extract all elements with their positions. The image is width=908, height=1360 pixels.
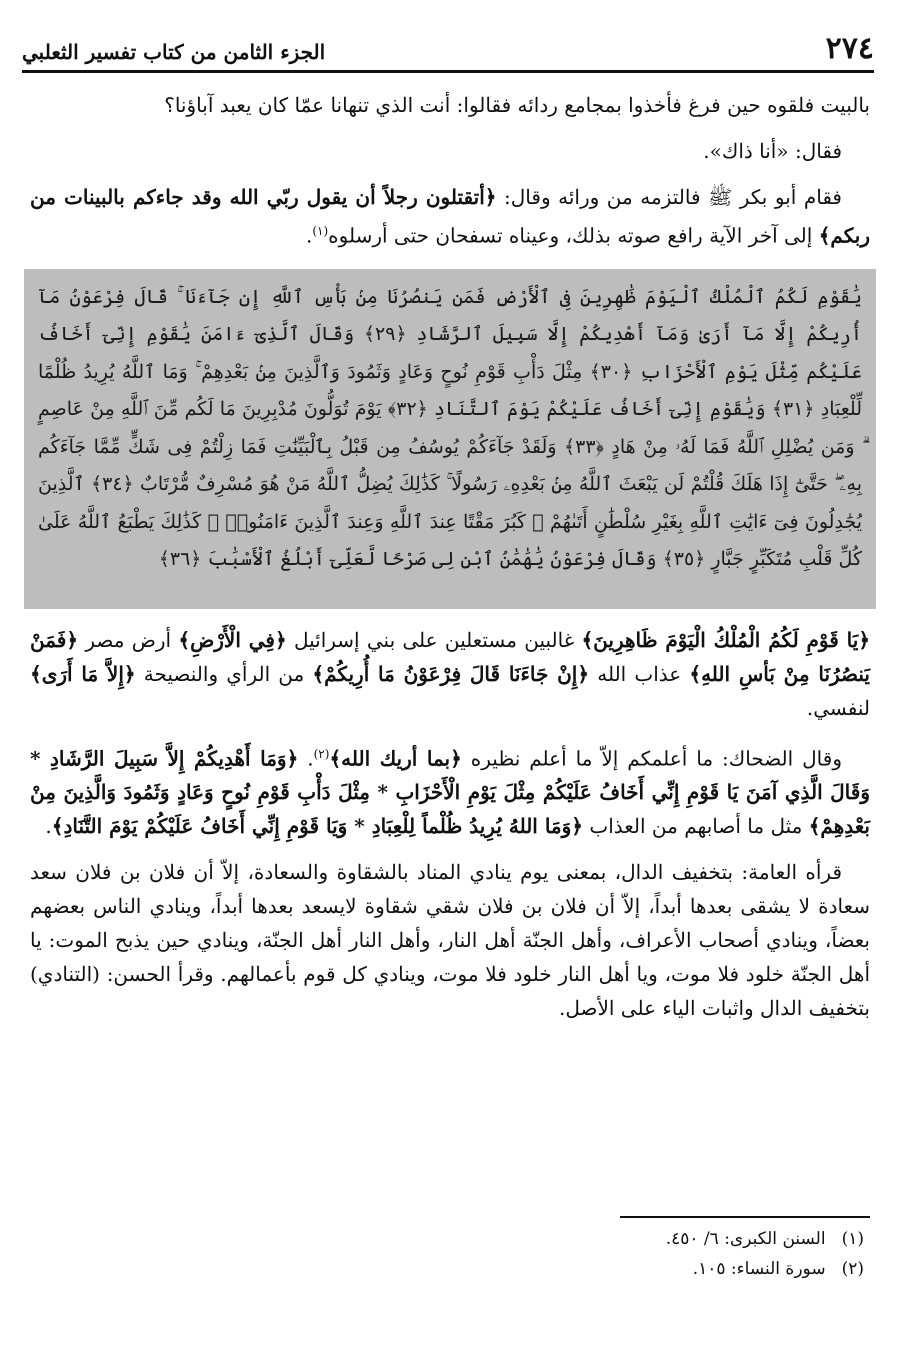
running-title: الجزء الثامن من كتاب تفسير الثعلبي: [22, 40, 326, 64]
paragraph-2: فقال: «أنا ذاك».: [703, 139, 842, 163]
footnote-number: (٢): [841, 1259, 864, 1279]
paragraph-3: [30, 180, 870, 253]
paragraph-3-text-a: فقام أبو بكر ﷺ فالتزمه من ورائه وقال:: [504, 185, 842, 209]
commentary-1: [30, 623, 870, 725]
commentary-3: قرأه العامة: بتخفيف الدال، بمعنى يوم ينادي المناد بالشقاوة والسعادة، إلاّ أن فلان بن فلان سعد سعادة لا يشقى بعدها أبداً، إلاّ أن فلان بن فلان شقي شقاوة لايسعد بعدها أبداً، وينادي الناس بعضهم بعضاً، وينادي أصحاب الأعراف، وأهل الجنّة أهل النار، وأهل النار أهل الجنّة، وينادي حين يذبح الموت: يا أهل الجنّة خلود فلا موت، ويا أهل النار خلود فلا موت، وينادي كل قوم بأعمالهم. وقرأ الحسن: (التنادي) بتخفيف الدال واثبات الياء على الأصل.: [30, 860, 871, 1021]
commentary-1-text-3: عذاب الله: [597, 661, 682, 686]
commentary-1-text-2: أرض مصر: [85, 627, 172, 652]
commentary-1-quote-1: ﴿يَا قَوْمِ لَكُمُ الْمُلْكُ الْيَوْمَ ظَاهِرِينَ﴾: [581, 627, 871, 652]
footnote-item: [30, 1224, 870, 1254]
commentary-2-quote-3: ﴿وَمَا اللهُ يُرِيدُ ظُلْماً لِلْعِبَادِ * وَيَا قَوْمِ إِنِّي أَخَافُ عَلَيْكُمْ يَوْمَ التَّنَادِ﴾: [51, 814, 583, 839]
page-body: [30, 88, 870, 1037]
commentary-1-text-1: غالبين مستعلين على بني إسرائيل: [293, 627, 575, 652]
footnotes: [30, 1216, 870, 1284]
footnote-text: السنن الكبرى: ٦/ ٤٥٠.: [665, 1229, 826, 1249]
commentary-2-text-2: .: [307, 746, 314, 771]
commentary-1-quote-2: ﴿فِي الْأَرْضِ﴾: [178, 627, 287, 652]
footnote-divider: [620, 1216, 870, 1218]
commentary-1-text-5: لنفسي.: [806, 695, 870, 720]
footnote-ref-1: (١): [312, 224, 329, 238]
commentary-2-text-4: .: [45, 814, 52, 839]
footnote-text: سورة النساء: ١٠٥.: [692, 1259, 826, 1279]
footnote-number: (١): [841, 1229, 864, 1249]
paragraph-3-end: .: [305, 223, 313, 248]
quran-verse-block: [24, 269, 876, 609]
quoted-verse: ﴿أتقتلون رجلاً أن يقول ربّي الله وقد جاءكم بالبينات من ربكم﴾: [30, 185, 870, 248]
commentary-2: [30, 737, 870, 844]
paragraph-1: بالبيت فلقوه حين فرغ فأخذوا بمجامع ردائه فقالوا: أنت الذي تنهانا عمّا كان يعبد آباؤنا؟: [164, 93, 870, 117]
page-header: [22, 26, 874, 73]
commentary-2-quote-2: ﴿وَمَا أَهْدِيكُمْ إِلاَّ سَبِيلَ الرَّشَادِ * وَقَالَ الَّذِي آمَنَ يَا قَوْمِ إِنِّي أَخَافُ عَلَيْكُمْ مِثْلَ يَوْمِ الْأَحْزَابِ * مِثْلَ دَأْبِ قَوْمِ نُوحٍ وَعَادٍ وَثَمُودَ وَالَّذِينَ مِنْ بَعْدِهِمْ﴾: [30, 746, 870, 839]
footnote-ref-2: (٢): [313, 746, 330, 761]
commentary-1-quote-3: ﴿فَمَنْ يَنصُرُنَا مِنْ بَأسِ اللهِ﴾: [30, 627, 870, 686]
commentary-2-quote-1: ﴿بما أريك الله﴾: [329, 746, 462, 771]
commentary-2-text-3: مثل ما أصابهم من العذاب: [589, 814, 803, 839]
page-number: ٢٧٤: [825, 31, 874, 66]
commentary-1-text-4: من الرأي والنصيحة: [143, 661, 305, 686]
commentary-1-quote-4: ﴿إِنْ جَاءَنَا قَالَ فِرْعَوْنُ مَا أُرِيكُمْ﴾: [312, 661, 590, 686]
quran-verses: يَٰقَوْمِ لَكُمُ ٱلْمُلْكُ ٱلْيَوْمَ ظَٰهِرِينَ فِى ٱلْأَرْضِ فَمَن يَنصُرُنَا مِنۢ بَأْسِ ٱللَّهِ إِن جَآءَنَا ۚ قَالَ فِرْعَوْنُ مَآ أُرِيكُمْ إِلَّا مَآ أَرَىٰ وَمَآ أَهْدِيكُمْ إِلَّا سَبِيلَ ٱلرَّشَادِ ﴿٢٩﴾ وَقَالَ ٱلَّذِىٓ ءَامَنَ يَٰقَوْمِ إِنِّىٓ أَخَافُ عَلَيْكُم مِّثْلَ يَوْمِ ٱلْأَحْزَابِ ﴿٣٠﴾ مِثْلَ دَأْبِ قَوْمِ نُوحٍ وَعَادٍ وَثَمُودَ وَٱلَّذِينَ مِنۢ بَعْدِهِمْ ۚ وَمَا ٱللَّهُ يُرِيدُ ظُلْمًا لِّلْعِبَادِ ﴿٣١﴾ وَيَٰقَوْمِ إِنِّىٓ أَخَافُ عَلَيْكُمْ يَوْمَ ٱلتَّنَادِ ﴿٣٢﴾ يَوْمَ تُوَلُّونَ مُدْبِرِينَ مَا لَكُم مِّنَ ٱللَّهِ مِنْ عَاصِمٍ ۗ وَمَن يُضْلِلِ ٱللَّهُ فَمَا لَهُۥ مِنْ هَادٍ ﴿٣٣﴾ وَلَقَدْ جَآءَكُمْ يُوسُفُ مِن قَبْلُ بِٱلْبَيِّنَٰتِ فَمَا زِلْتُمْ فِى شَكٍّ مِّمَّا جَآءَكُم بِهِۦ ۖ حَتَّىٰٓ إِذَا هَلَكَ قُلْتُمْ لَن يَبْعَثَ ٱللَّهُ مِنۢ بَعْدِهِۦ رَسُولًا ۚ كَذَٰلِكَ يُضِلُّ ٱللَّهُ مَنْ هُوَ مُسْرِفٌ مُّرْتَابٌ ﴿٣٤﴾ ٱلَّذِينَ يُجَٰدِلُونَ فِىٓ ءَايَٰتِ ٱللَّهِ بِغَيْرِ سُلْطَٰنٍ أَتَىٰهُمْ ۖ كَبُرَ مَقْتًا عِندَ ٱللَّهِ وَعِندَ ٱلَّذِينَ ءَامَنُوا۟ ۚ كَذَٰلِكَ يَطْبَعُ ٱللَّهُ عَلَىٰ كُلِّ قَلْبِ مُتَكَبِّرٍ جَبَّارٍ ﴿٣٥﴾ وَقَالَ فِرْعَوْنُ يَٰهَٰمَٰنُ ٱبْنِ لِى صَرْحًا لَّعَلِّىٓ أَبْلُغُ ٱلْأَسْبَٰبَ ﴿٣٦﴾: [38, 285, 862, 571]
commentary-2-text-1: وقال الضحاك: ما أعلمكم إلاّ ما أعلم نظيره: [470, 746, 842, 771]
footnote-item: [30, 1254, 870, 1284]
commentary-1-quote-5: ﴿إِلاَّ مَا أَرَى﴾: [30, 661, 136, 686]
paragraph-3-text-b: إلى آخر الآية رافع صوته بذلك، وعيناه تسفحان حتى أرسلوه: [328, 223, 813, 248]
